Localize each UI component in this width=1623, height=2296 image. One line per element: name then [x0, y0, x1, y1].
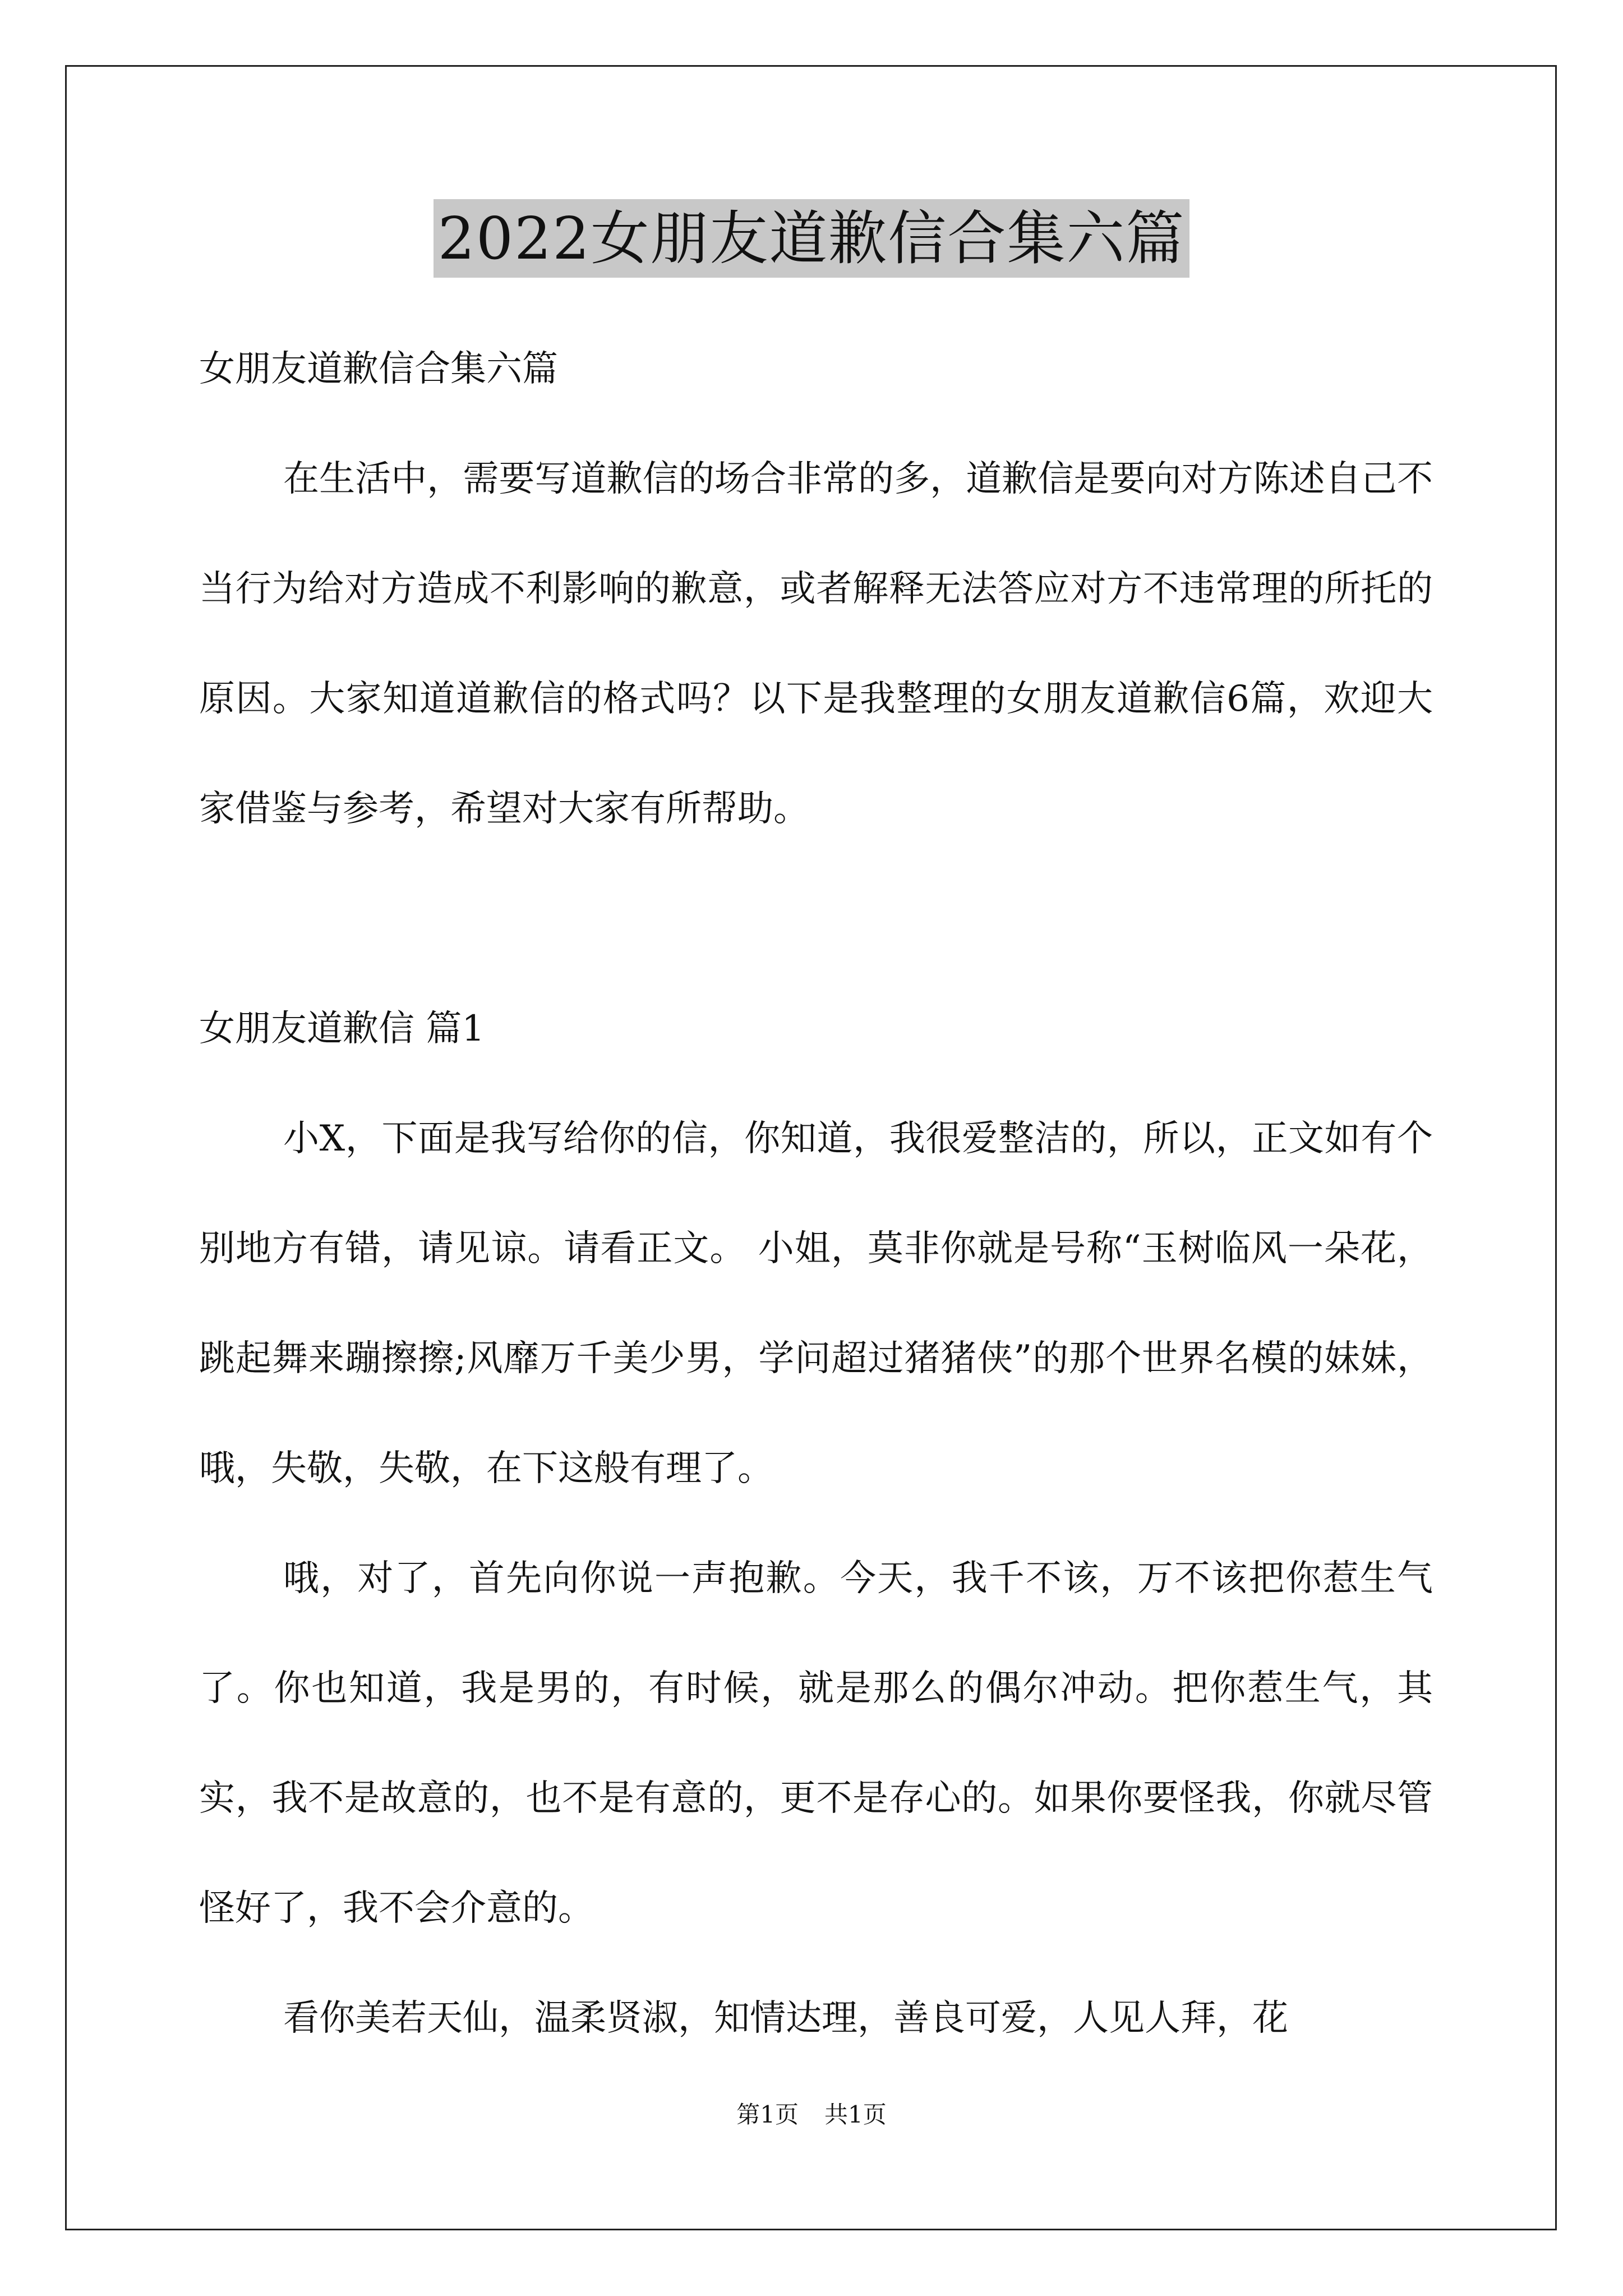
- title-container: [0, 199, 1623, 278]
- page-total: 共1页: [824, 2101, 887, 2128]
- paragraph: 哦，对了，首先向你说一声抱歉。今天，我千不该，万不该把你惹生气了。你也知道，我是男的，有时候，就是那么的偶尔冲动。把你惹生气，其实，我不是故意的，也不是有意的，更不是存心的。如果你要怪我，你就尽管怪好了，我不会介意的。: [199, 1558, 1433, 1929]
- page-footer: [0, 2098, 1623, 2132]
- paragraph-gap: [199, 864, 1433, 974]
- paragraph: 小X，下面是我写给你的信，你知道，我很爱整洁的，所以，正文如有个别地方有错，请见谅。请看正文。 小姐，莫非你就是号称“玉树临风一朵花，跳起舞来蹦擦擦;风靡万千美少男，学问超过猪猪侠”的那个世界名模的妹妹，哦，失敬，失敬，在下这般有理了。: [199, 1118, 1433, 1489]
- document-title: 2022女朋友道歉信合集六篇: [434, 199, 1190, 278]
- paragraph: 看你美若天仙，温柔贤淑，知情达理，善良可爱，人见人拜，花: [283, 1998, 1288, 2039]
- paragraph: 在生活中，需要写道歉信的场合非常的多，道歉信是要向对方陈述自己不当行为给对方造成不利影响的歉意，或者解释无法答应对方不违常理的所托的原因。大家知道道歉信的格式吗？以下是我整理的女朋友道歉信6篇，欢迎大家借鉴与参考，希望对大家有所帮助。: [199, 458, 1433, 830]
- document-body: [199, 314, 1433, 2073]
- section-heading: 女朋友道歉信合集六篇: [199, 348, 558, 390]
- section-heading: 女朋友道歉信 篇1: [199, 1008, 485, 1050]
- page-number: 第1页: [736, 2101, 799, 2128]
